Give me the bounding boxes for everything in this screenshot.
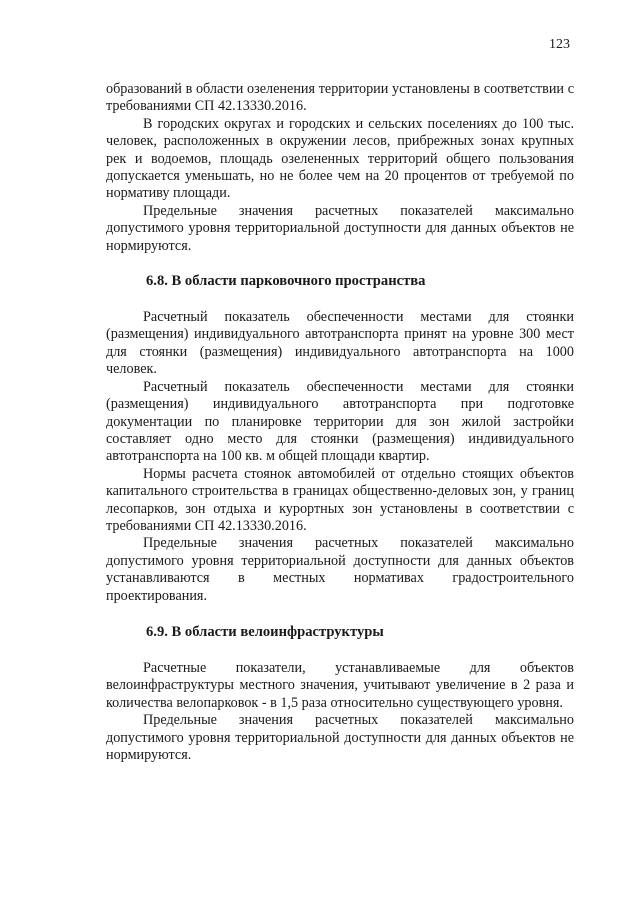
section-heading-parking: 6.8. В области парковочного пространства [146,273,426,290]
paragraph-parking-2: Расчетный показатель обеспеченности местами для стоянки (размещения) индивидуального автотранспорта при подготовке документации по планировке территории для зон жилой застройки составляет одно место для стоянки (размещения) индивидуального автотранспорта на 100 кв. м общей площади квартир. [106,378,574,465]
paragraph-green-areas-reduction: В городских округах и городских и сельских поселениях до 100 тыс. человек, расположенных в окружении лесов, прибрежных зонах крупных рек и водоемов, площадь озелененных территорий общего пользования допускается уменьшать, но не более чем на 20 процентов от требуемой по нормативу площади. [106,115,574,202]
paragraph-parking-1: Расчетный показатель обеспеченности местами для стоянки (размещения) индивидуального автотранспорта принят на уровне 300 мест для стоянки (размещения) индивидуального автотранспорта на 1000 человек. [106,309,574,378]
document-body [106,81,574,764]
paragraph-green-areas-accessibility: Предельные значения расчетных показателей максимально допустимого уровня территориальной доступности для данных объектов не нормируются. [106,202,574,254]
paragraph-continuation: образований в области озеленения территории установлены в соответствии с требованиями СП 42.13330.2016. [106,81,574,115]
paragraph-bike-1: Расчетные показатели, устанавливаемые для объектов велоинфраструктуры местного значения, учитывают увеличение в 2 раза и количества велопарковок - в 1,5 раза относительно существующего уровня. [106,659,574,711]
paragraph-parking-3: Нормы расчета стоянок автомобилей от отдельно стоящих объектов капитального строительства в границах общественно-деловых зон, у границ лесопарков, зон отдыха и курортных зон установлены в соответствии с требованиями СП 42.13330.2016. [106,465,574,534]
paragraph-parking-4: Предельные значения расчетных показателей максимально допустимого уровня территориальной доступности для данных объектов устанавливаются в местных нормативах градостроительного проектирования. [106,535,574,604]
page-number: 123 [549,37,570,52]
section-heading-bike: 6.9. В области велоинфраструктуры [146,623,384,640]
paragraph-bike-2: Предельные значения расчетных показателей максимально допустимого уровня территориальной доступности для данных объектов не нормируются. [106,712,574,763]
